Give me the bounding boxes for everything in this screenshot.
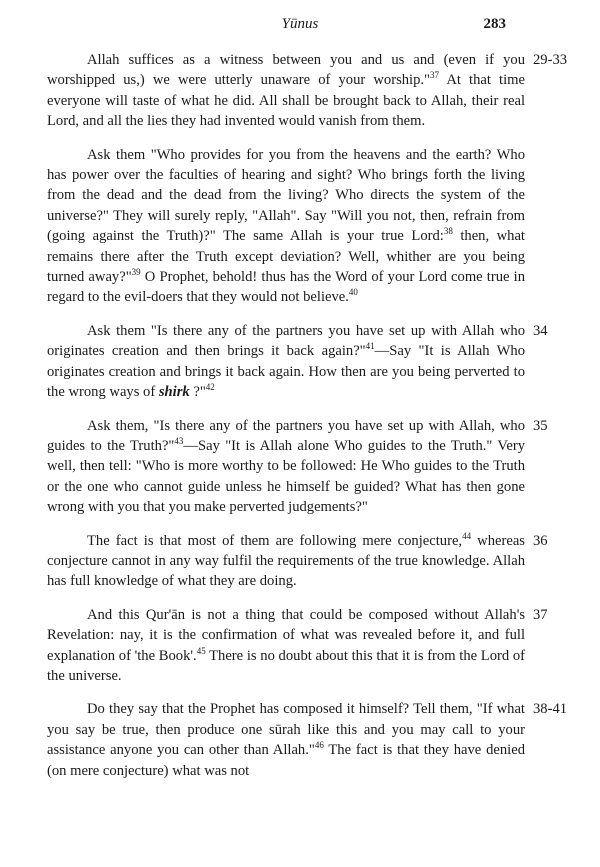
text-segment: —Say "It is Allah alone Who guides to the Truth." Very well, then tell: "Who is more worthy to be followed: He Who guides to the Truth or the one who cannot guide unless he himself be guided? What has then gone wrong with you that you make perverted judgements?" bbox=[47, 437, 525, 516]
verse-reference: 38-41 bbox=[533, 701, 568, 718]
paragraph bbox=[47, 321, 548, 403]
text-segment: At that time everyone will taste of what he did. All shall be brought back to Allah, their real Lord, and all the lies they had invented would vanish from them. bbox=[47, 72, 525, 130]
verse-reference: 35 bbox=[533, 417, 548, 434]
paragraph bbox=[47, 145, 525, 308]
footnote-marker: 43 bbox=[174, 436, 184, 447]
text-segment: Do they say that the Prophet has composed it himself? Tell them, "If what you say be true, then produce one sūrah like this and you may call to your assistance anyone you can other than Allah." bbox=[47, 701, 525, 759]
text-segment: And this Qur'ān is not a thing that could be composed without Allah's Revelation: nay, it is the confirmation of what was revealed before it, and full explanation of 'the Book'. bbox=[47, 606, 525, 664]
paragraph bbox=[47, 416, 548, 518]
footnote-marker: 41 bbox=[365, 341, 375, 352]
paragraph bbox=[47, 699, 568, 781]
footnote-marker: 44 bbox=[462, 530, 472, 541]
text-segment: There is no doubt about this that it is from the Lord of the universe. bbox=[47, 647, 526, 684]
verse-reference: 37 bbox=[533, 606, 548, 623]
page-body bbox=[47, 50, 568, 794]
text-segment: —Say "It is Allah Who originates creation and brings it back again. How then are you being perverted to the wrong ways of bbox=[47, 343, 526, 401]
verse-reference: 29-33 bbox=[533, 52, 568, 68]
footnote-marker: 46 bbox=[314, 740, 324, 751]
italic-term: shirk bbox=[158, 384, 190, 401]
footnote-marker: 39 bbox=[131, 267, 141, 278]
footnote-marker: 40 bbox=[348, 287, 358, 298]
text-segment: then, what remains there after the Truth except deviation? Well, whither are you being turned away?" bbox=[47, 228, 525, 286]
text-segment: whereas conjecture cannot in any way fulfil the requirements of the true knowledge. Allah has full knowledge of what they are doing. bbox=[47, 532, 525, 590]
verse-reference: 36 bbox=[533, 532, 548, 549]
footnote-marker: 37 bbox=[430, 70, 439, 81]
text-segment: Allah suffices as a witness between you and us and (even if you worshipped us,) we were utterly unaware of your worship." bbox=[47, 52, 525, 89]
text-segment: Ask them "Who provides for you from the heavens and the earth? Who has power over the faculties of hearing and sight? Who brings forth the living from the dead and the dead from the living? Who directs the system of the universe?" They will surely reply, "Allah". Say "Will you not, then, refrain from (going against the Truth)?" The same Allah is your true Lord: bbox=[47, 146, 525, 245]
verse-reference: 34 bbox=[533, 322, 548, 339]
paragraph bbox=[47, 530, 548, 592]
text-segment: Ask them, "Is there any of the partners you have set up with Allah, who guides to the Truth?" bbox=[47, 417, 525, 454]
footnote-marker: 38 bbox=[443, 226, 453, 237]
paragraph bbox=[47, 605, 548, 687]
footnote-marker: 42 bbox=[205, 382, 215, 393]
running-title: Yūnus bbox=[281, 16, 319, 32]
page-header bbox=[0, 14, 600, 38]
page-number: 283 bbox=[483, 16, 506, 32]
text-segment: The fact is that they have denied (on mere conjecture) what was not bbox=[47, 742, 525, 779]
paragraph bbox=[47, 50, 568, 132]
text-segment: O Prophet, behold! thus has the Word of your Lord come true in regard to the evil-doers that they would not believe. bbox=[47, 269, 525, 306]
text-segment: ?" bbox=[189, 384, 206, 401]
text-segment: The fact is that most of them are following mere conjecture, bbox=[87, 532, 463, 549]
text-segment: Ask them "Is there any of the partners you have set up with Allah who originates creation and then brings it back again?" bbox=[47, 322, 525, 360]
footnote-marker: 45 bbox=[196, 645, 206, 656]
